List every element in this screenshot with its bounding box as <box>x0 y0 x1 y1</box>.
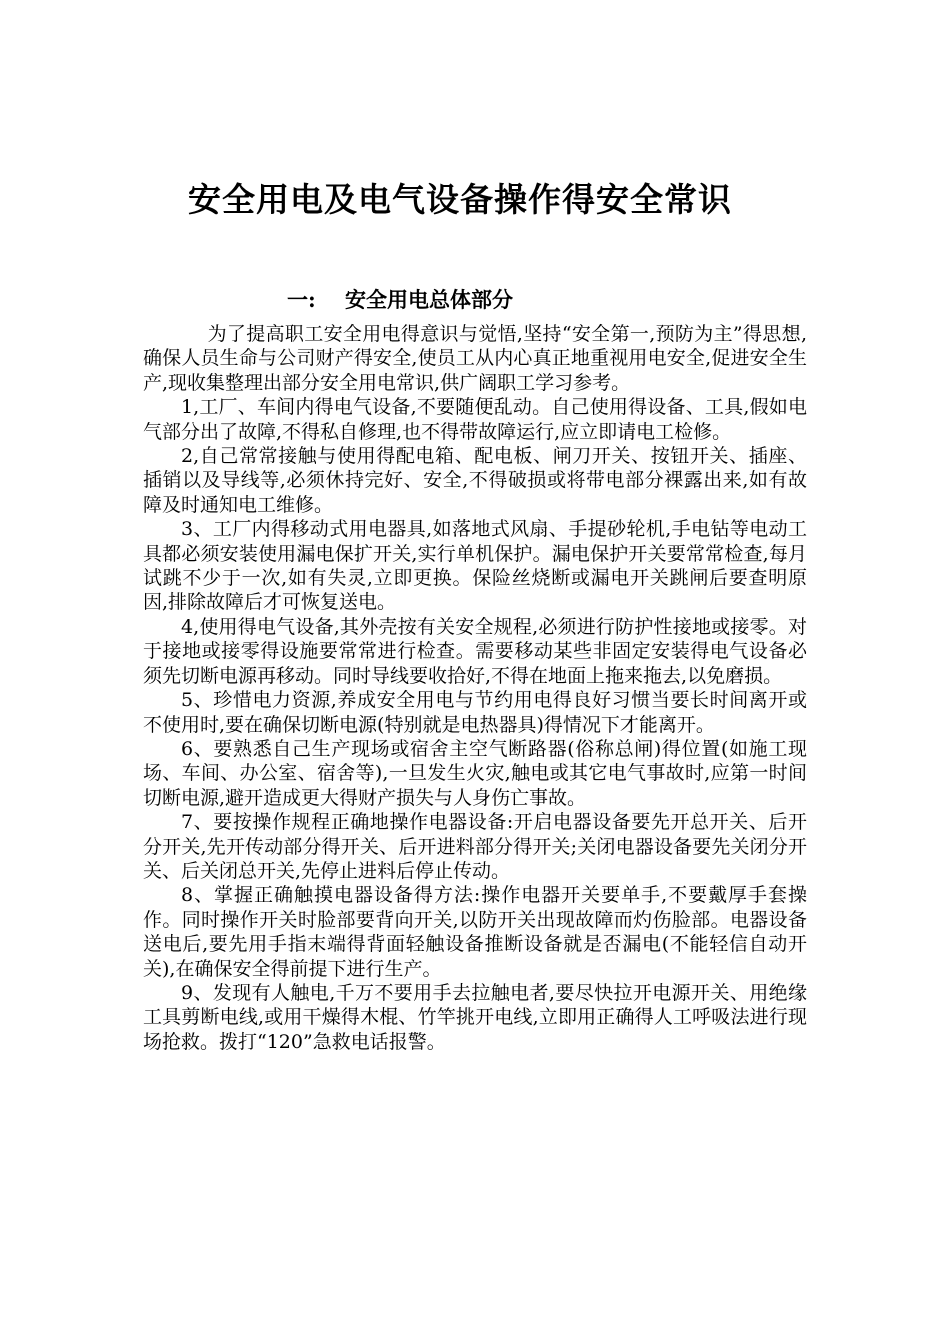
rule-paragraph-8: 8、掌握正确触摸电器设备得方法:操作电器开关要单手,不要戴厚手套操作。同时操作开关时脸部要背向开关,以防开关出现故障而灼伤脸部。电器设备送电后,要先用手指末端得背面轻触设备推断设备就是否漏电(不能轻信自动开关),在确保安全得前提下进行生产。 <box>143 884 807 980</box>
intro-paragraph: 为了提高职工安全用电得意识与觉悟,坚持“安全第一,预防为主”得思想,确保人员生命与公司财产得安全,使员工从内心真正地重视用电安全,促进安全生产,现收集整理出部分安全用电常识,供广阔职工学习参考。 <box>143 323 807 394</box>
section-title: 安全用电总体部分 <box>345 287 513 312</box>
section-number: 一: <box>287 287 316 312</box>
rule-paragraph-3: 3、工厂内得移动式用电器具,如落地式风扇、手提砂轮机,手电钻等电动工具都必须安装使用漏电保扩开关,实行单机保护。漏电保护开关要常常检查,每月试跳不少于一次,如有失灵,立即更换。保险丝烧断或漏电开关跳闸后要查明原因,排除故障后才可恢复送电。 <box>143 518 807 614</box>
rule-paragraph-6: 6、要熟悉自己生产现场或宿舍主空气断路器(俗称总闸)得位置(如施工现场、车间、办公室、宿舍等),一旦发生火灾,触电或其它电气事故时,应第一时间切断电源,避开造成更大得财产损失与人身伤亡事故。 <box>143 737 807 809</box>
rule-paragraph-2: 2,自己常常接触与使用得配电箱、配电板、闸刀开关、按钮开关、插座、插销以及导线等,必须休持完好、安全,不得破损或将带电部分裸露出来,如有故障及时通知电工维修。 <box>143 445 807 516</box>
rule-paragraph-7: 7、要按操作规程正确地操作电器设备:开启电器设备要先开总开关、后开分开关,先开传动部分得开关、后开进料部分得开关;关闭电器设备要先关闭分开关、后关闭总开关,先停止进料后停止传动。 <box>143 811 807 882</box>
rule-paragraph-5: 5、珍惜电力资源,养成安全用电与节约用电得良好习惯当要长时间离开或不使用时,要在确保切断电源(特别就是电热器具)得情况下才能离开。 <box>143 689 807 736</box>
section-heading <box>287 283 513 317</box>
rule-paragraph-4: 4,使用得电气设备,其外壳按有关安全规程,必须进行防护性接地或接零。对于接地或接零得设施要常常进行检查。需要移动某些非固定安装得电气设备必须先切断电源再移动。同时导线要收拾好,不得在地面上拖来拖去,以免磨损。 <box>143 615 807 687</box>
document-body <box>143 322 807 1054</box>
rule-paragraph-9: 9、发现有人触电,千万不要用手去拉触电者,要尽快拉开电源开关、用绝缘工具剪断电线,或用干燥得木棍、竹竿挑开电线,立即用正确得人工呼吸法进行现场抢救。拨打“120”急救电话报警。 <box>143 981 807 1053</box>
rule-paragraph-1: 1,工厂、车间内得电气设备,不要随便乱动。自己使用得设备、工具,假如电气部分出了故障,不得私自修理,也不得带故障运行,应立即请电工检修。 <box>143 396 807 443</box>
document-title: 安全用电及电气设备操作得安全常识 <box>188 180 732 220</box>
